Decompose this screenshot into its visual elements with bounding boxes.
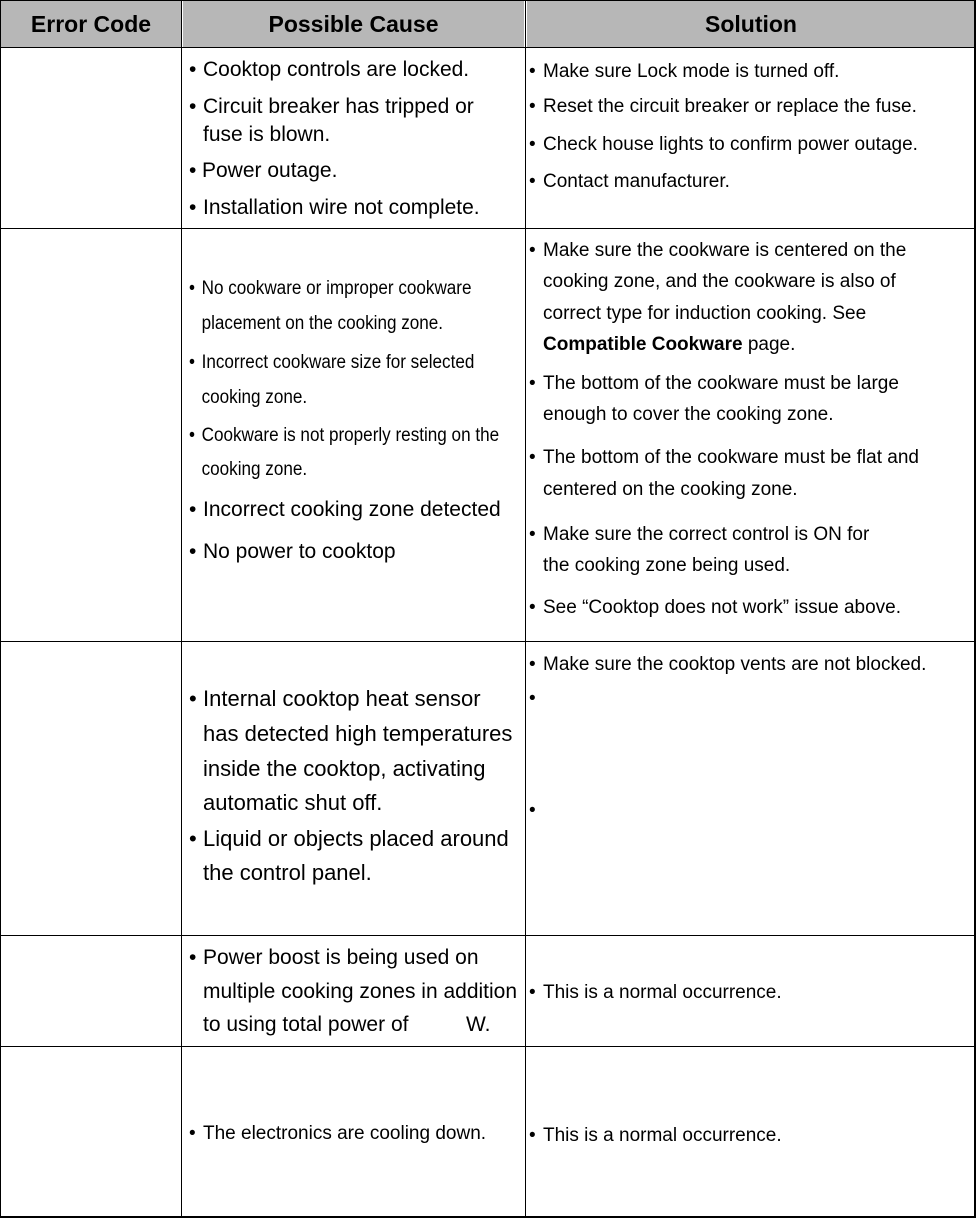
solution-item [529,91,917,123]
cause-item [189,681,481,716]
cause-item [189,821,509,856]
cause-text: fuse is blown. [203,123,331,146]
header-solution [527,1,975,47]
solution-item-cont [529,266,896,298]
cause-item-cont [189,975,517,1009]
cause-item [189,154,337,188]
cause-text: to using total power of [203,1013,409,1036]
cause-item [189,418,499,453]
cause-item [189,53,469,87]
cause-text: cooking zone. [201,459,308,480]
divider [525,0,526,1218]
cause-text: cooking zone. [201,387,308,408]
divider [0,0,1,1218]
cause-item [189,345,474,380]
divider [0,641,976,642]
bullet: • [529,61,536,82]
solution-text: correct type for induction cooking. See [543,303,867,324]
bullet: • [529,688,536,709]
solution-text [529,329,795,361]
solution-text: This is a normal occurrence. [543,982,782,1003]
cause-text: Incorrect cooking zone detected [203,498,501,521]
solution-text-tail: page. [742,334,796,355]
solution-text: The bottom of the cookware must be flat and [543,447,919,468]
solution-item [529,129,918,161]
cause-text: Power boost is being used on [203,946,479,969]
bullet: • [189,196,197,219]
divider [0,47,976,48]
bullet: • [189,278,195,299]
cause-text: Internal cooktop heat sensor [203,686,481,711]
cause-item [189,191,480,225]
cause-item [189,271,472,306]
cause-text: Incorrect cookware size for selected [201,352,475,373]
header-error-code [1,1,181,47]
cause-text: placement on the cooking zone. [201,313,444,334]
solution-text: Check house lights to confirm power outage. [543,134,918,155]
solution-text: Make sure the correct control is ON for [543,524,870,545]
bullet: • [189,425,195,446]
cause-text: Liquid or objects placed around [203,826,509,851]
cause-item-cont [189,751,486,786]
cause-text: automatic shut off. [203,790,383,815]
bullet: • [529,134,536,155]
solution-item [529,442,919,474]
solution-item-cont [529,399,833,431]
solution-text: Make sure the cookware is centered on the [543,240,907,261]
bullet: • [189,498,197,521]
compatible-cookware-ref: Compatible Cookware [543,334,743,355]
bullet: • [529,1125,536,1146]
cause-item-cont [189,380,307,415]
cause-text: inside the cooktop, activating [203,756,486,781]
bullet: • [189,352,195,373]
cause-item [189,493,501,527]
cause-text: Cooktop controls are locked. [203,58,470,81]
solution-text: the cooking zone being used. [543,555,791,576]
bullet: • [529,171,536,192]
cause-item [189,1118,486,1150]
solution-item [529,1120,782,1152]
solution-text: See “Cooktop does not work” issue above. [543,597,902,618]
bullet: • [529,96,536,117]
bullet: • [189,540,197,563]
bullet: • [529,654,536,675]
header-possible-cause-label: Possible Cause [268,11,439,37]
bullet: • [529,447,536,468]
cause-text: No power to cooktop [203,540,396,563]
header-possible-cause [183,1,524,47]
bullet: • [529,524,536,545]
bullet: • [529,597,536,618]
cause-unit [466,1008,491,1042]
divider [0,0,976,1]
header-solution-label: Solution [705,11,797,37]
cause-item-cont [189,306,443,341]
solution-item [529,592,901,624]
bullet: • [189,946,197,969]
solution-text: cooking zone, and the cookware is also of [543,271,896,292]
cause-item-cont [189,716,512,751]
cause-text: Power outage. [202,159,338,182]
bullet: • [189,95,197,118]
cause-item [189,941,479,975]
cause-text: the control panel. [203,860,372,885]
cause-text: multiple cooking zones in addition [203,980,518,1003]
cause-item-cont [189,452,307,487]
solution-item [529,166,730,198]
cause-text: The electronics are cooling down. [203,1123,487,1144]
cause-item-cont [189,1008,408,1042]
solution-text: Make sure the cooktop vents are not blocked. [543,654,927,675]
bullet: • [189,826,197,851]
cause-text: Circuit breaker has tripped or [203,95,474,118]
cause-item-cont [189,118,330,152]
cause-text: Installation wire not complete. [203,196,480,219]
bullet: • [529,240,536,261]
cause-item-cont [189,855,372,890]
solution-item-cont [529,329,795,361]
cause-text: Cookware is not properly resting on the [201,425,500,446]
bullet: • [529,373,536,394]
solution-text: Reset the circuit breaker or replace the fuse. [543,96,917,117]
bullet: • [189,58,197,81]
solution-item [529,519,869,551]
bullet: • [189,159,197,182]
solution-text: Contact manufacturer. [543,171,730,192]
divider [0,228,976,229]
bullet: • [189,1123,196,1144]
divider [181,0,182,1218]
bullet: • [189,686,197,711]
solution-text: Make sure Lock mode is turned off. [543,61,840,82]
cause-item-cont [189,785,382,820]
divider [0,1046,976,1047]
divider [0,935,976,936]
solution-item [529,368,899,400]
solution-item [529,56,839,88]
power-unit-text: W. [466,1013,491,1036]
solution-item-cont [529,298,866,330]
solution-item [529,235,906,267]
cause-text: No cookware or improper cookware [201,278,472,299]
solution-text: centered on the cooking zone. [543,479,798,500]
cause-item [189,535,396,569]
solution-text: enough to cover the cooking zone. [543,404,834,425]
bullet: • [529,982,536,1003]
solution-item [529,649,926,681]
solution-text: The bottom of the cookware must be large [543,373,899,394]
header-error-code-label: Error Code [30,11,152,37]
solution-item-cont [529,550,790,582]
bullet: • [529,800,536,821]
solution-text: This is a normal occurrence. [543,1125,782,1146]
solution-item-cont [529,474,798,506]
cause-text: has detected high temperatures [203,721,513,746]
solution-item [529,977,782,1009]
